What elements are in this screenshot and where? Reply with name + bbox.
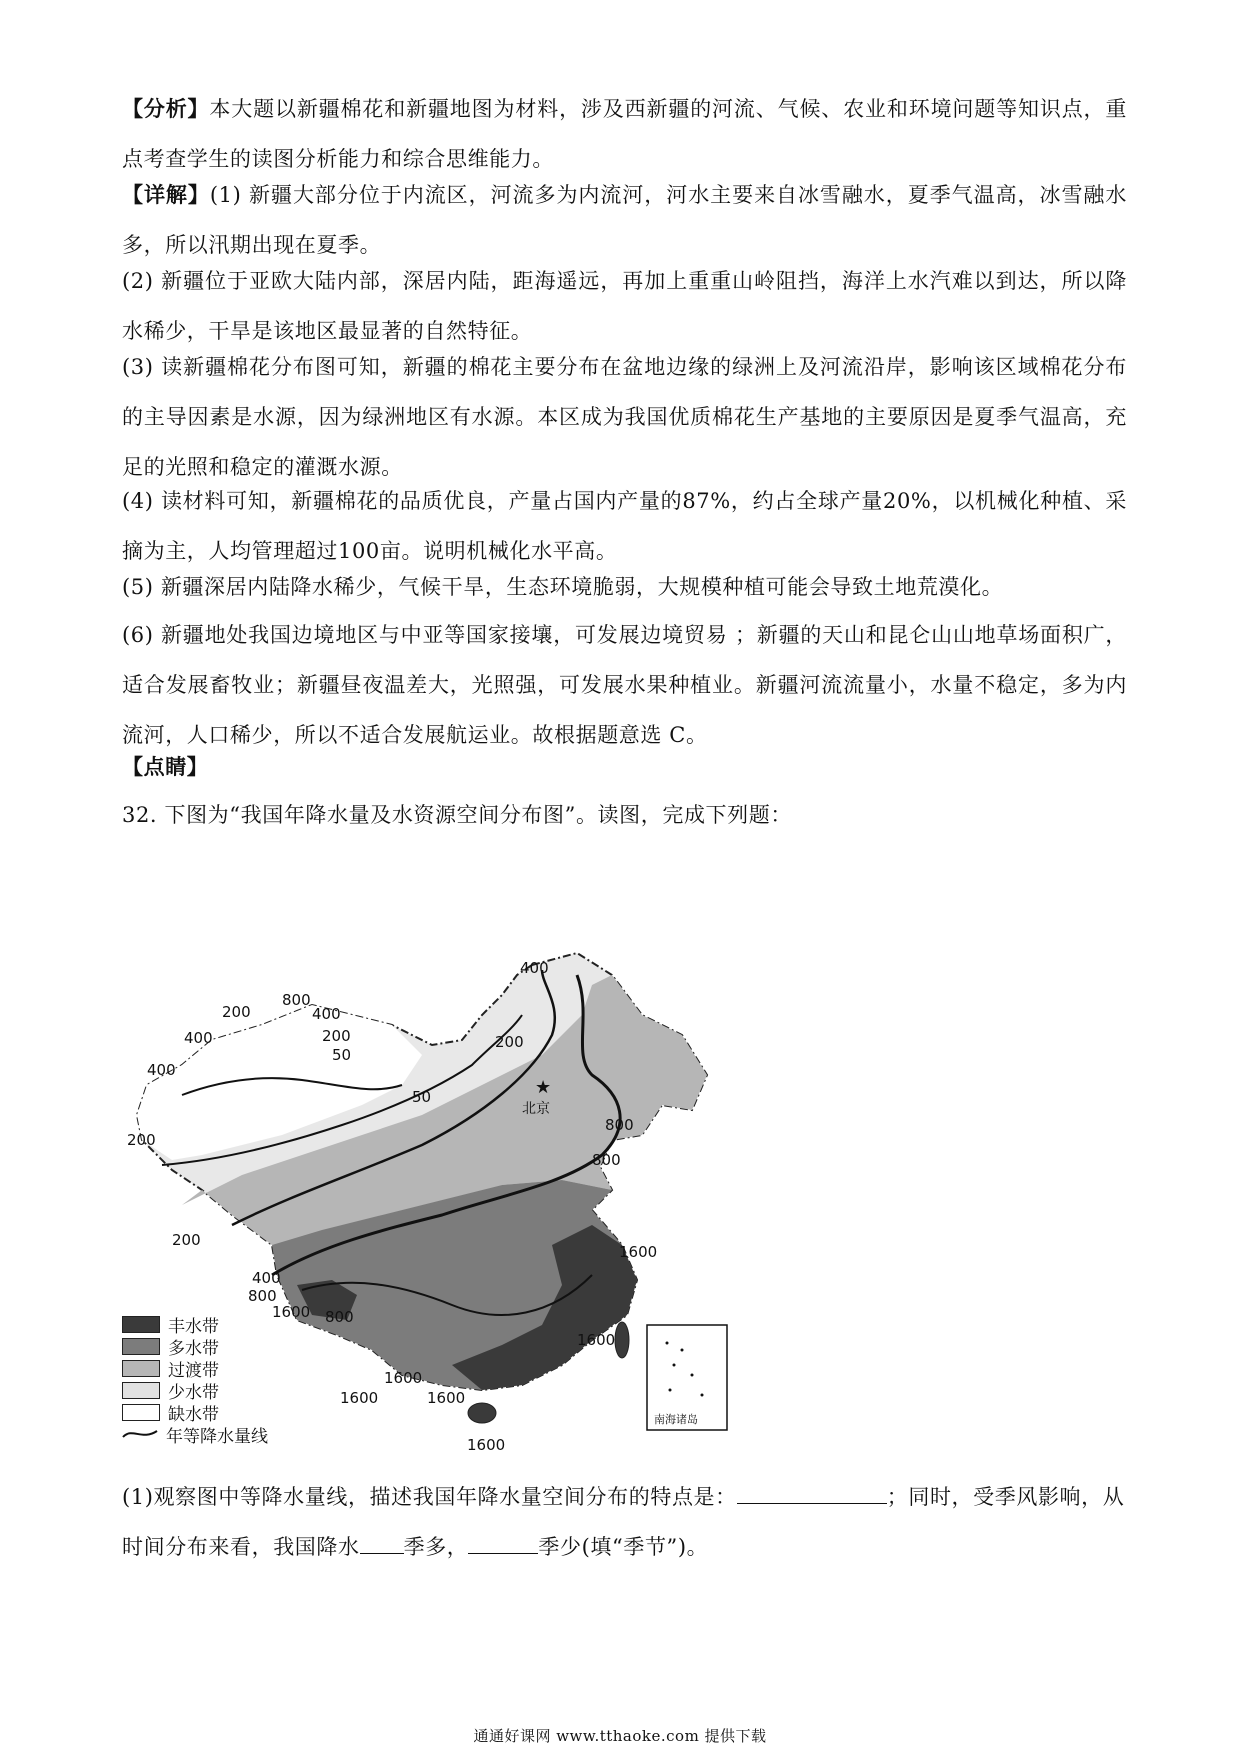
- legend-item: [122, 1313, 322, 1335]
- legend-item: [122, 1379, 322, 1401]
- contour-label: 400: [520, 959, 549, 977]
- contour-label: 800: [605, 1116, 634, 1134]
- analysis-text: 本大题以新疆棉花和新疆地图为材料，涉及西新疆的河流、气候、农业和环境问题等知识点，重点考查学生的读图分析能力和综合思维能力。: [122, 97, 1127, 171]
- contour-label: 200: [322, 1027, 351, 1045]
- subq1-part5: 季少(填“季节”)。: [538, 1535, 709, 1559]
- subq1-part4: 季多，: [403, 1535, 469, 1559]
- contour-label: 800: [325, 1308, 354, 1326]
- contour-label: 1600: [384, 1369, 423, 1387]
- subq1-part3: 时间分布来看，我国降水: [122, 1535, 360, 1559]
- legend-swatch: [122, 1316, 160, 1333]
- detail-text-6: (6) 新疆地处我国边境地区与中亚等国家接壤，可发展边境贸易 ；新疆的天山和昆仑山山地草场面积广，适合发展畜牧业；新疆昼夜温差大，光照强，可发展水果种植业。新疆河流流量小，水量不稳定，多为内流河，人口稀少，所以不适合发展航运业。故根据题意选 C。: [122, 623, 1127, 747]
- question-number: 32.: [122, 803, 158, 827]
- legend-item: [122, 1401, 322, 1423]
- legend-label: 过渡带: [168, 1360, 219, 1381]
- legend-swatch: [122, 1404, 160, 1421]
- contour-label: 50: [412, 1088, 432, 1106]
- question-text: 下图为“我国年降水量及水资源空间分布图”。读图，完成下列题：: [164, 803, 792, 827]
- contour-label: 400: [147, 1061, 176, 1079]
- legend-item: [122, 1335, 322, 1357]
- legend-label: 多水带: [168, 1338, 219, 1359]
- subq1-part2: ；同时，受季风影响，从: [886, 1485, 1125, 1509]
- legend-swatch: [122, 1360, 160, 1377]
- detail-paragraph-2: [122, 256, 1127, 356]
- contour-label: 1600: [340, 1389, 379, 1407]
- comment-label: 【点睛】: [122, 754, 209, 779]
- legend-item-isoline: [122, 1423, 322, 1445]
- comment-paragraph: [122, 742, 1127, 792]
- detail-paragraph-5: [122, 562, 1127, 612]
- detail-label: 【详解】: [122, 182, 210, 207]
- legend-label: 少水带: [168, 1382, 219, 1403]
- contour-label: 200: [127, 1131, 156, 1149]
- page-footer: 通通好课网 www.tthaoke.com 提供下载: [473, 1727, 767, 1745]
- question-stem: [122, 790, 1127, 840]
- legend-swatch: [122, 1382, 160, 1399]
- answer-blank-2[interactable]: [360, 1535, 404, 1554]
- contour-label: 400: [252, 1269, 281, 1287]
- analysis-label: 【分析】: [122, 96, 210, 121]
- contour-label: 1600: [619, 1243, 658, 1261]
- subquestion-1: [122, 1472, 1127, 1572]
- detail-paragraph-1: [122, 170, 1127, 270]
- legend-label: 年等降水量线: [166, 1426, 268, 1447]
- contour-label: 1600: [272, 1303, 311, 1321]
- answer-blank-3[interactable]: [468, 1535, 538, 1554]
- map-legend: [122, 1313, 322, 1445]
- beijing-label: 北京: [522, 1101, 550, 1117]
- contour-label: 800: [248, 1287, 277, 1305]
- contour-label: 1600: [577, 1331, 616, 1349]
- hainan-island: [468, 1403, 496, 1423]
- detail-paragraph-4: [122, 476, 1127, 576]
- analysis-paragraph: [122, 84, 1127, 184]
- beijing-star-icon: ★: [535, 1077, 552, 1098]
- legend-swatch: [122, 1338, 160, 1355]
- detail-text-3: (3) 读新疆棉花分布图可知，新疆的棉花主要分布在盆地边缘的绿洲上及河流沿岸，影响该区域棉花分布的主导因素是水源，因为绿洲地区有水源。本区成为我国优质棉花生产基地的主要原因是夏季气温高，充足的光照和稳定的灌溉水源。: [122, 355, 1127, 479]
- contour-label: 400: [184, 1029, 213, 1047]
- contour-label: 1600: [427, 1389, 466, 1407]
- contour-label: 200: [222, 1003, 251, 1021]
- detail-paragraph-6: [122, 610, 1127, 760]
- contour-label: 200: [172, 1231, 201, 1249]
- detail-text-2: (2) 新疆位于亚欧大陆内部，深居内陆，距海遥远，再加上重重山岭阻挡，海洋上水汽难以到达，所以降水稀少，干旱是该地区最显著的自然特征。: [122, 269, 1127, 343]
- isoline-swatch-icon: [122, 1427, 158, 1441]
- contour-label: 1600: [467, 1436, 506, 1454]
- legend-label: 缺水带: [168, 1404, 219, 1425]
- precipitation-map: [122, 945, 812, 1465]
- taiwan-island: [615, 1322, 629, 1358]
- detail-paragraph-3: [122, 342, 1127, 492]
- detail-text-5: (5) 新疆深居内陆降水稀少，气候干旱，生态环境脆弱，大规模种植可能会导致土地荒漠化。: [122, 575, 1004, 599]
- legend-item: [122, 1357, 322, 1379]
- detail-text-1: (1) 新疆大部分位于内流区，河流多为内流河，河水主要来自冰雪融水，夏季气温高，冰雪融水多，所以汛期出现在夏季。: [122, 183, 1127, 257]
- contour-label: 50: [332, 1046, 352, 1064]
- legend-label: 丰水带: [168, 1316, 219, 1337]
- contour-label: 800: [282, 991, 311, 1009]
- detail-text-4: (4) 读材料可知，新疆棉花的品质优良，产量占国内产量的87%，约占全球产量20%，以机械化种植、采摘为主，人均管理超过100亩。说明机械化水平高。: [122, 489, 1127, 563]
- answer-blank-1[interactable]: [737, 1485, 887, 1504]
- inset-label: 南海诸岛: [654, 1413, 698, 1426]
- contour-label: 400: [312, 1005, 341, 1023]
- contour-label: 200: [495, 1033, 524, 1051]
- contour-label: 800: [592, 1151, 621, 1169]
- subq1-part1: (1)观察图中等降水量线，描述我国年降水量空间分布的特点是：: [122, 1485, 737, 1509]
